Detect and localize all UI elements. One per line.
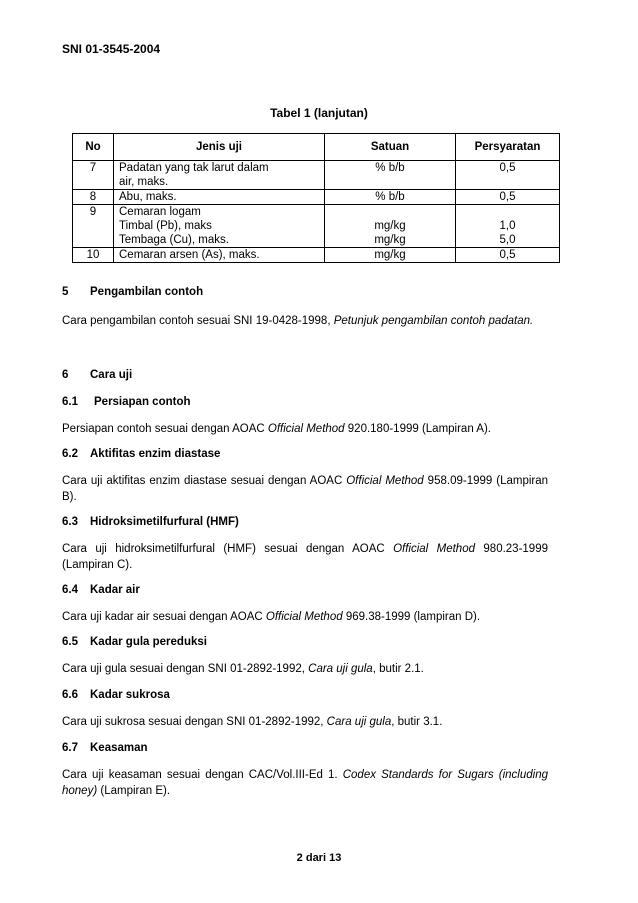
requirements-table <box>72 133 560 263</box>
section-5-text: Cara pengambilan contoh sesuai SNI 19-0428-1998, Petunjuk pengambilan contoh padatan. <box>62 315 534 327</box>
cell-persyaratan: 0,5 <box>456 161 560 190</box>
section-6-heading: 6 Cara uji <box>62 369 133 381</box>
table-row <box>73 205 560 248</box>
section-5-heading: 5 Pengambilan contoh <box>62 286 204 298</box>
table-row <box>73 190 560 205</box>
cell-satuan: mg/kg <box>325 248 456 263</box>
cell-satuan: mg/kg mg/kg <box>325 205 456 248</box>
cell-persyaratan: 0,5 <box>456 248 560 263</box>
section-6-3-text: Cara uji hidroksimetilfurfural (HMF) sesuai dengan AOAC Official Method 980.23-1999 (Lampiran C). <box>62 543 548 571</box>
section-6-3-heading: 6.3 Hidroksimetilfurfural (HMF) <box>62 516 239 528</box>
table-row <box>73 161 560 190</box>
header-jenis-uji: Jenis uji <box>114 134 325 161</box>
section-6-6-text: Cara uji sukrosa sesuai dengan SNI 01-2892-1992, Cara uji gula, butir 3.1. <box>62 716 443 728</box>
section-6-5-heading: 6.5 Kadar gula pereduksi <box>62 636 207 648</box>
cell-persyaratan: 0,5 <box>456 190 560 205</box>
page-number: 2 dari 13 <box>296 852 342 864</box>
cell-no: 7 <box>73 161 114 190</box>
section-6-7-text: Cara uji keasaman sesuai dengan CAC/Vol.III-Ed 1. Codex Standards for Sugars (including honey) (Lampiran E). <box>62 769 548 797</box>
header-persyaratan: Persyaratan <box>456 134 560 161</box>
cell-no: 9 <box>73 205 114 248</box>
cell-no: 8 <box>73 190 114 205</box>
section-6-7-heading: 6.7 Keasaman <box>62 742 148 754</box>
section-6-1-heading: 6.1 Persiapan contoh <box>62 396 191 408</box>
cell-satuan: % b/b <box>325 190 456 205</box>
table-row <box>73 248 560 263</box>
header-no: No <box>73 134 114 161</box>
cell-no: 10 <box>73 248 114 263</box>
cell-persyaratan: 1,0 5,0 <box>456 205 560 248</box>
section-6-1-text: Persiapan contoh sesuai dengan AOAC Official Method 920.180-1999 (Lampiran A). <box>62 423 491 435</box>
section-6-2-text: Cara uji aktifitas enzim diastase sesuai dengan AOAC Official Method 958.09-1999 (Lampiran B). <box>62 475 549 503</box>
section-6-2-heading: 6.2 Aktifitas enzim diastase <box>62 448 221 460</box>
cell-satuan: % b/b <box>325 161 456 190</box>
cell-jenis: Cemaran logam Timbal (Pb), maks Tembaga (Cu), maks. <box>114 205 325 248</box>
section-6-6-heading: 6.6 Kadar sukrosa <box>62 689 170 701</box>
section-6-4-text: Cara uji kadar air sesuai dengan AOAC Official Method 969.38-1999 (lampiran D). <box>62 611 481 623</box>
document-code: SNI 01-3545-2004 <box>62 42 161 56</box>
cell-jenis: Abu, maks. <box>114 190 325 205</box>
header-satuan: Satuan <box>325 134 456 161</box>
cell-jenis: Cemaran arsen (As), maks. <box>114 248 325 263</box>
section-6-5-text: Cara uji gula sesuai dengan SNI 01-2892-1992, Cara uji gula, butir 2.1. <box>62 663 424 675</box>
table-header-row <box>73 134 560 161</box>
cell-jenis: Padatan yang tak larut dalam air, maks. <box>114 161 325 190</box>
table-caption: Tabel 1 (lanjutan) <box>270 106 368 120</box>
section-6-4-heading: 6.4 Kadar air <box>62 584 140 596</box>
